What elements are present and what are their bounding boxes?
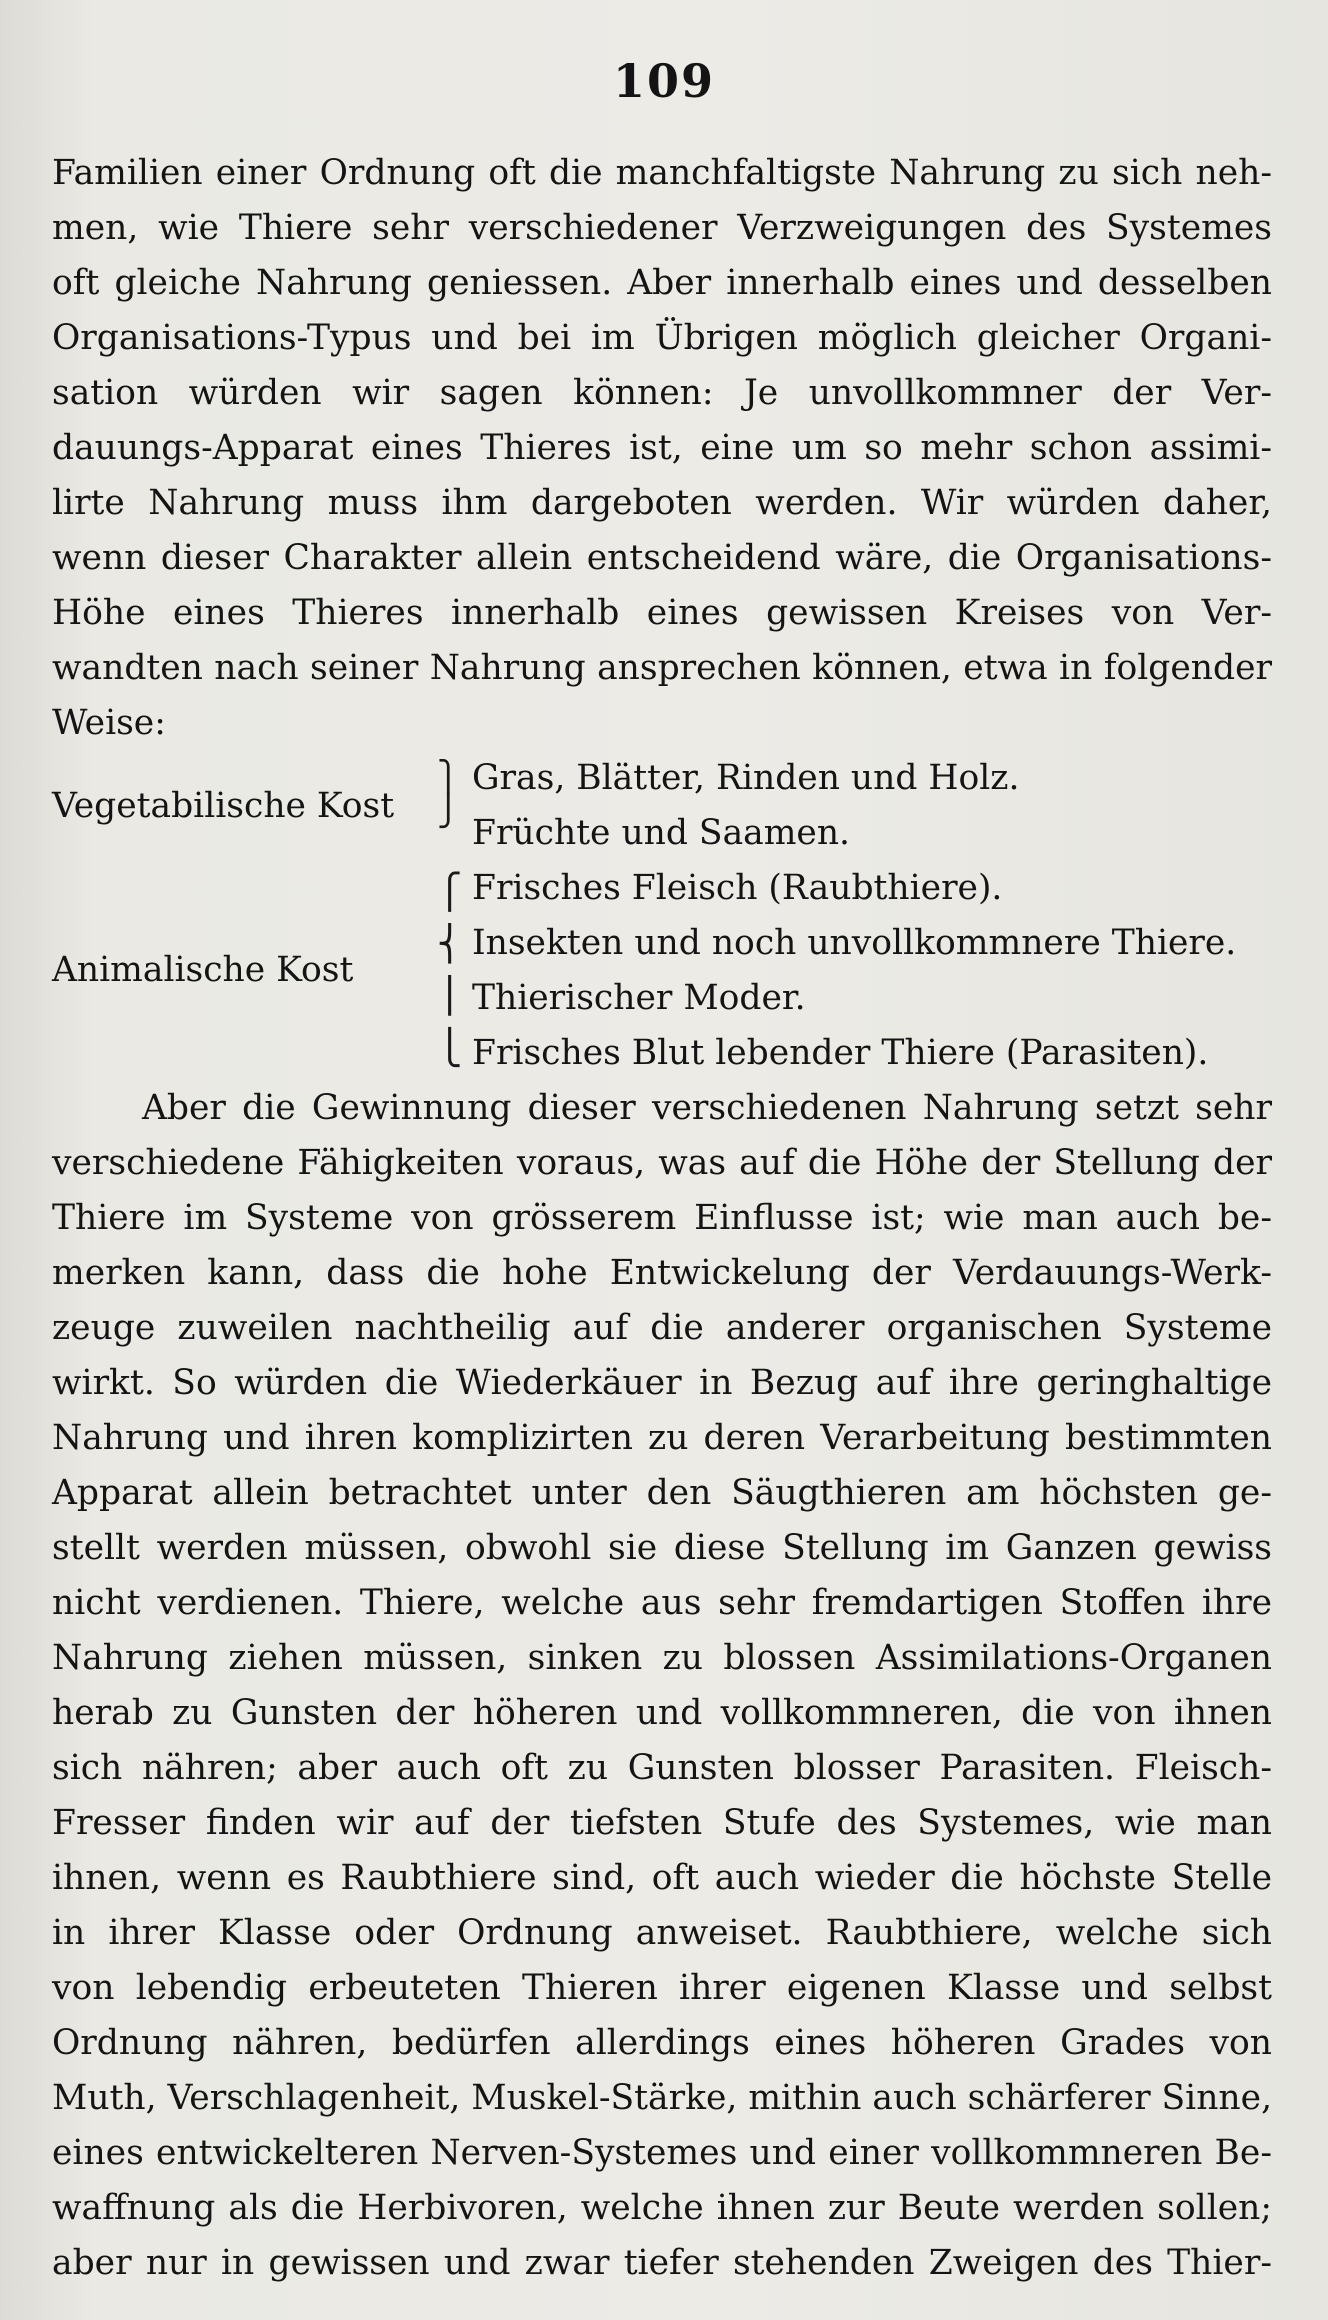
para2-line: Nahrung ziehen müssen, sinken zu blossen Assimilations-Organen [52,1638,1272,1678]
para1-line: Höhe eines Thieres innerhalb eines gewissen Kreises von Ver- [52,593,1272,633]
para2-line: merken kann, dass die hohe Entwickelung der Verdauungs-Werk- [52,1253,1272,1293]
animal-diet-label: Animalische Kost [52,950,354,990]
animal-diet-item: Frisches Blut lebender Thiere (Parasiten). [472,1033,1209,1073]
para1-line: lirte Nahrung muss ihm dargeboten werden. Wir würden daher, [52,483,1272,523]
para1-line: sation würden wir sagen können: Je unvollkommner der Ver- [52,373,1272,413]
para2-line: nicht verdienen. Thiere, welche aus sehr fremdartigen Stoffen ihre [52,1583,1272,1623]
para2-line: waffnung als die Herbivoren, welche ihnen zur Beute werden sollen; [52,2188,1272,2228]
vegetable-brace: ⎫ ⎭ [437,760,460,829]
para2-line: wirkt. So würden die Wiederkäuer in Bezug auf ihre geringhaltige [52,1363,1272,1403]
para1-line: oft gleiche Nahrung geniessen. Aber innerhalb eines und desselben [52,263,1272,303]
para1-line: dauungs-Apparat eines Thieres ist, eine um so mehr schon assimi- [52,428,1272,468]
para1-line: Weise: [52,703,166,743]
para2-line: Apparat allein betrachtet unter den Säugthieren am höchsten ge- [52,1473,1272,1513]
para2-line: herab zu Gunsten der höheren und vollkommneren, die von ihnen [52,1693,1272,1733]
page-number: 109 [612,54,716,108]
para2-line: Aber die Gewinnung dieser verschiedenen Nahrung setzt sehr [142,1088,1272,1128]
para2-line: in ihrer Klasse oder Ordnung anweiset. Raubthiere, welche sich [52,1913,1272,1953]
para2-line: sich nähren; aber auch oft zu Gunsten blosser Parasiten. Fleisch- [52,1748,1272,1788]
para2-line: Fresser finden wir auf der tiefsten Stufe des Systemes, wie man [52,1803,1272,1843]
para1-line: men, wie Thiere sehr verschiedener Verzweigungen des Systemes [52,208,1272,248]
para2-line: eines entwickelteren Nerven-Systemes und einer vollkommneren Be- [52,2133,1272,2173]
animal-diet-item: Thierischer Moder. [472,978,806,1018]
para2-line: ihnen, wenn es Raubthiere sind, oft auch wieder die höchste Stelle [52,1858,1272,1898]
para1-line: Familien einer Ordnung oft die manchfaltigste Nahrung zu sich neh- [52,153,1272,193]
para2-line: Thiere im Systeme von grösserem Einflusse ist; wie man auch be- [52,1198,1272,1238]
para2-line: Nahrung und ihren komplizirten zu deren Verarbeitung bestimmten [52,1418,1272,1458]
para2-line: Muth, Verschlagenheit, Muskel-Stärke, mithin auch schärferer Sinne, [52,2078,1273,2118]
para1-line: wenn dieser Charakter allein entscheidend wäre, die Organisations- [52,538,1272,578]
para1-line: Organisations-Typus und bei im Übrigen möglich gleicher Organi- [52,318,1272,358]
animal-brace: ⎧ ⎨ ⎪ ⎩ [437,872,463,1068]
para2-line: stellt werden müssen, obwohl sie diese Stellung im Ganzen gewiss [52,1528,1272,1568]
para2-line: zeuge zuweilen nachtheilig auf die anderer organischen Systeme [52,1308,1272,1348]
vegetable-diet-item: Gras, Blätter, Rinden und Holz. [472,758,1020,798]
para1-line: wandten nach seiner Nahrung ansprechen können, etwa in folgender [52,648,1272,688]
para2-line: Ordnung nähren, bedürfen allerdings eines höheren Grades von [52,2023,1272,2063]
para2-line: aber nur in gewissen und zwar tiefer stehenden Zweigen des Thier- [52,2243,1272,2283]
vegetable-diet-label: Vegetabilische Kost [52,786,395,826]
animal-diet-item: Insekten und noch unvollkommnere Thiere. [472,923,1237,963]
para2-line: verschiedene Fähigkeiten voraus, was auf die Höhe der Stellung der [52,1143,1272,1183]
animal-diet-item: Frisches Fleisch (Raubthiere). [472,868,1003,908]
vegetable-diet-item: Früchte und Saamen. [472,813,851,853]
para2-line: von lebendig erbeuteten Thieren ihrer eigenen Klasse und selbst [52,1968,1272,2008]
